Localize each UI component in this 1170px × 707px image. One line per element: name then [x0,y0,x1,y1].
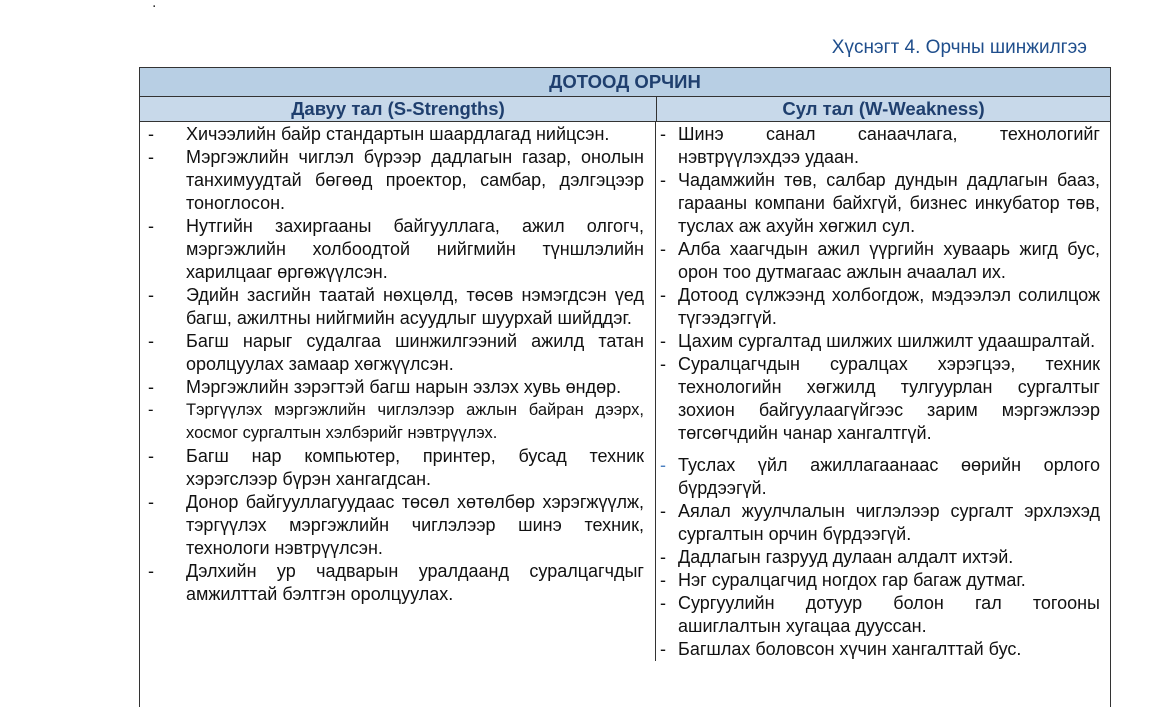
weakness-item [660,330,1100,353]
strength-item [140,445,655,491]
table-subheader-row [140,97,1110,122]
strength-text: Багш нар компьютер, принтер, бусад техник хэрэгслээр бүрэн хангагдсан. [186,446,644,489]
strength-item [140,284,655,330]
bullet-dash: - [660,501,666,521]
weakness-item [660,454,1100,500]
weakness-item [660,169,1100,238]
bullet-dash: - [660,170,666,190]
bullet-dash: - [148,285,154,305]
bullet-dash: - [660,331,666,351]
table-caption: Хүснэгт 4. Орчны шинжилгээ [831,37,1087,58]
bullet-dash: - [660,639,666,659]
bullet-dash: - [148,216,154,236]
weakness-text: Сургуулийн дотуур болон гал тогооны ашиглалтын хугацаа дууссан. [678,593,1100,636]
strength-text: Хичээлийн байр стандартын шаардлагад нийцсэн. [186,124,610,144]
bullet-dash: - [148,492,154,512]
bullet-dash: - [148,377,154,397]
strength-text: Нутгийн захиргааны байгууллага, ажил олгогч, мэргэжлийн холбоодтой нийгмийн түншлэлийн харилцааг өргөжүүлсэн. [186,216,644,282]
bullet-dash: - [660,455,666,475]
weakness-item [660,569,1100,592]
weakness-header: Сул тал (W-Weakness) [657,97,1110,121]
weakness-text: Алба хаагчдын ажил үүргийн хуваарь жигд бус, орон тоо дутмагаас ажлын ачаалал их. [678,239,1100,282]
weakness-text: Суралцагчдын суралцах хэрэгцээ, техник технологийн хөгжилд тулгуурлан сургалтыг зохион байгуулаагүйгээс зарим мэргэжлээр төгсөгчдийн чанар хангалтгүй. [678,354,1100,443]
strength-item [140,146,655,215]
swot-table [139,67,1111,707]
bullet-dash: - [148,331,154,351]
strength-text: Донор байгууллагуудаас төсөл хөтөлбөр хэрэгжүүлж, тэргүүлэх мэргэжлийн чиглэлээр шинэ техник, технологи нэвтрүүлсэн. [186,492,644,558]
weakness-text: Нэг суралцагчид ногдох гар багаж дутмаг. [678,570,1026,590]
strength-item [140,560,655,606]
weakness-item [660,238,1100,284]
strengths-column [140,122,656,661]
bullet-dash: - [660,239,666,259]
bullet-dash: - [148,446,154,466]
bullet-dash: - [148,401,154,419]
weakness-text: Цахим сургалтад шилжих шилжилт удаашралтай. [678,331,1096,351]
strength-item [140,376,655,399]
bullet-dash: - [660,547,666,567]
weakness-text: Шинэ санал санаачлага, технологийг нэвтрүүлэхдээ удаан. [678,124,1100,167]
bullet-dash: - [148,561,154,581]
weakness-text: Дотоод сүлжээнд холбогдож, мэдээлэл солилцож түгээдэггүй. [678,285,1100,328]
weakness-text: Чадамжийн төв, салбар дундын дадлагын бааз, гарааны компани байхгүй, бизнес инкубатор төв, туслах аж ахуйн хөгжил сул. [678,170,1100,236]
strength-text: Эдийн засгийн таатай нөхцөлд, төсөв нэмэгдсэн үед багш, ажилтны нийгмийн асуудлыг шуурхай шийддэг. [186,285,644,328]
weakness-item [660,284,1100,330]
weakness-text: Аялал жуулчлалын чиглэлээр сургалт эрхлэхэд сургалтын орчин бүрдээгүй. [678,501,1100,544]
strength-text: Дэлхийн ур чадварын уралдаанд суралцагчдыг амжилттай бэлтгэн оролцуулах. [186,561,644,604]
bullet-dash: - [660,570,666,590]
weakness-text: Туслах үйл ажиллагаанаас өөрийн орлого бүрдээгүй. [678,455,1100,498]
strength-text: Багш нарыг судалгаа шинжилгээний ажилд татан оролцуулах замаар хөгжүүлсэн. [186,331,644,374]
strength-item [140,215,655,284]
weakness-item [660,353,1100,445]
weakness-item [660,592,1100,638]
table-body-row [140,122,1110,661]
strength-item [140,330,655,376]
bullet-dash: - [660,354,666,374]
strength-item [140,399,655,445]
table-title: ДОТООД ОРЧИН [140,68,1110,97]
weakness-item [660,638,1100,661]
strengths-header: Давуу тал (S-Strengths) [140,97,657,121]
weakness-item [660,500,1100,546]
strength-text: Тэргүүлэх мэргэжлийн чиглэлээр ажлын байран дээрх, хосмог сургалтын хэлбэрийг нэвтрүүлэх. [186,401,644,442]
weakness-item [660,546,1100,569]
weakness-text: Багшлах боловсон хүчин хангалттай бус. [678,639,1022,659]
bullet-dash: - [148,124,154,144]
page-top-mark: . [152,0,157,11]
bullet-dash: - [148,147,154,167]
weakness-item [660,123,1100,169]
weakness-column [656,122,1110,661]
bullet-dash: - [660,593,666,613]
strength-text: Мэргэжлийн зэрэгтэй багш нарын эзлэх хувь өндөр. [186,377,622,397]
bullet-dash: - [660,285,666,305]
strength-item [140,491,655,560]
bullet-dash: - [660,124,666,144]
strength-item [140,123,655,146]
weakness-text: Дадлагын газрууд дулаан алдалт ихтэй. [678,547,1014,567]
strength-text: Мэргэжлийн чиглэл бүрээр дадлагын газар, онолын танхимуудтай бөгөөд проектор, самбар, дэлгэцээр тоноглосон. [186,147,644,213]
